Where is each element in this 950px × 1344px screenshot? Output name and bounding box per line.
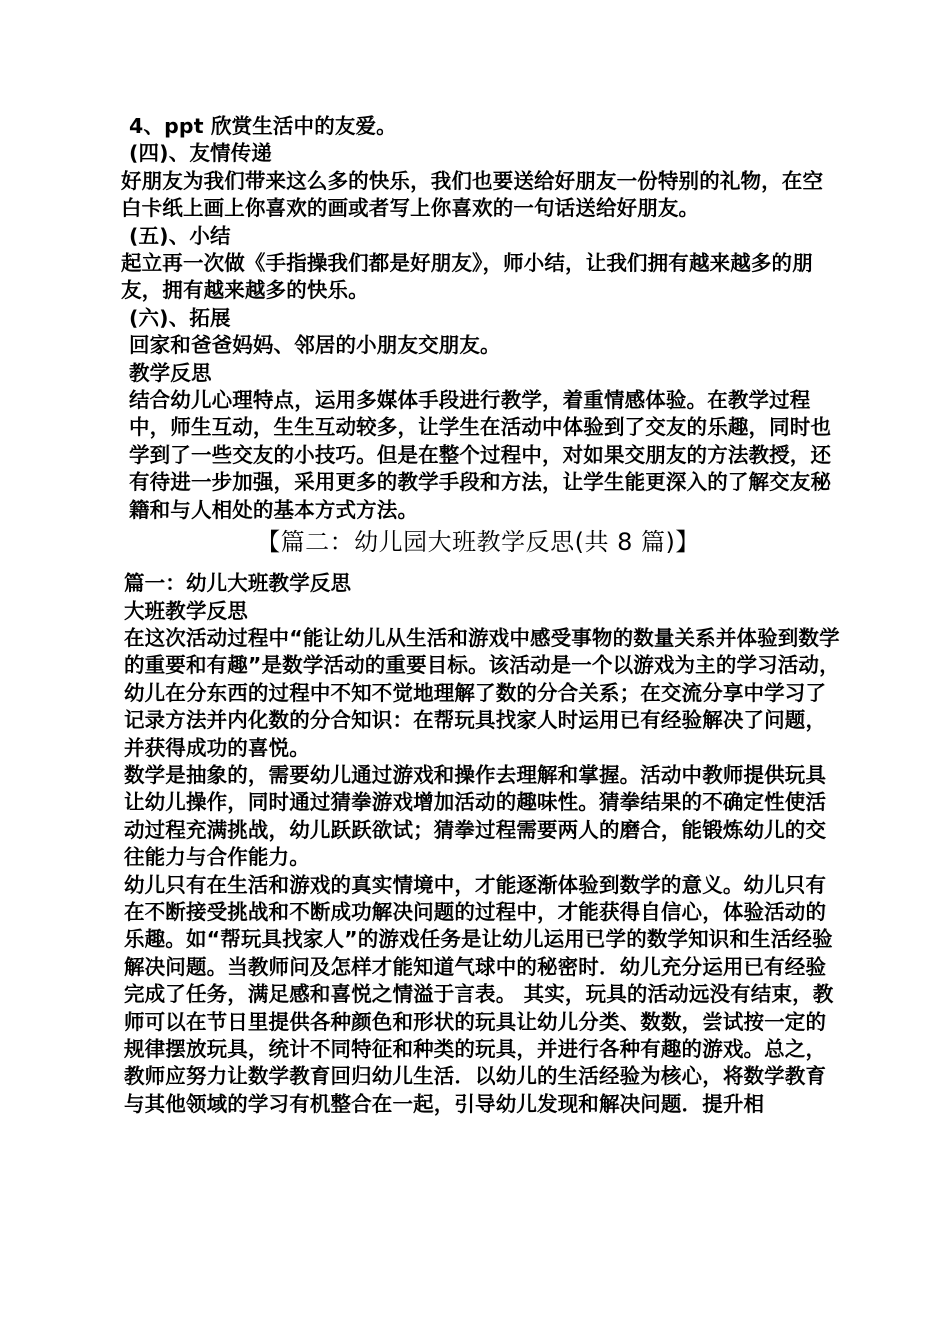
item-4: 4、ppt 欣赏生活中的友爱。	[129, 114, 397, 138]
heading-extension: (六)、拓展	[129, 305, 231, 330]
paragraph-real-situations: 幼儿只有在生活和游戏的真实情境中，才能逐渐体验到数学的意义。幼儿只有在不断接受挑战和不断成功解决问题的过程中，才能获得自信心，体验活动的乐趣。如“帮玩具找家人”的游戏任务是让幼儿运用已学的数学知识和生活经验解决问题。当教师问及怎样才能知道气球中的秘密时．幼儿充分运用已有经验完成了任务，满足感和喜悦之情溢于言表。 其实，玩具的活动远没有结束，教师可以在节日里提供各种颜色和形状的玩具让幼儿分类、数数，尝试按一定的规律摆放玩具，统计不同特征和种类的玩具，并进行各种有趣的游戏。总之，教师应努力让数学教育回归幼儿生活．以幼儿的生活经验为核心，将数学教育与其他领域的学习有机整合在一起，引导幼儿发现和解决问题．提升相	[124, 872, 834, 1116]
lesson-plan-part	[116, 113, 840, 524]
paragraph-activity-goal: 在这次活动过程中“能让幼儿从生活和游戏中感受事物的数量关系并体验到数学的重要和有趣”是数学活动的重要目标。该活动是一个以游戏为主的学习活动，幼儿在分东西的过程中不知不觉地理解了数的分合关系；在交流分享中学习了记录方法并内化数的分合知识：在帮玩具找家人时运用已有经验解决了问题，并获得成功的喜悦。	[124, 625, 840, 760]
paragraph-abstract-math: 数学是抽象的，需要幼儿通过游戏和操作去理解和掌握。活动中教师提供玩具让幼儿操作，同时通过猜拳游戏增加活动的趣味性。猜拳结果的不确定性使活动过程充满挑战，幼儿跃跃欲试；猜拳过程需要两人的磨合，能锻炼幼儿的交往能力与合作能力。	[124, 762, 827, 870]
heading-teaching-reflection: 教学反思	[129, 360, 212, 385]
document-page	[116, 113, 840, 1118]
heading-summary: (五)、小结	[129, 223, 231, 248]
paragraph-teaching-reflection: 结合幼儿心理特点，运用多媒体手段进行教学，着重情感体验。在教学过程中，师生互动，生生互动较多，让学生在活动中体验到了交友的乐趣，同时也学到了一些交友的小技巧。但是在整个过程中，对如果交朋友的方法教授，还有待进一步加强，采用更多的教学手段和方法，让学生能更深入的了解交友秘籍和与人相处的基本方式方法。	[129, 388, 832, 522]
paragraph-summary: 起立再一次做《手指操我们都是好朋友》，师小结，让我们拥有越来越多的朋友，拥有越来越多的快乐。	[121, 251, 813, 303]
section-title: 【篇二：幼儿园大班教学反思(共 8 篇)】	[256, 528, 700, 557]
reflection-part	[116, 570, 840, 1118]
paragraph-extension: 回家和爸爸妈妈、邻居的小朋友交朋友。	[129, 333, 501, 358]
heading-friendship-passing: (四)、友情传递	[129, 141, 272, 166]
heading-article-one: 篇一：幼儿大班教学反思	[124, 571, 352, 596]
spacer	[116, 560, 840, 570]
heading-class-reflection: 大班教学反思	[124, 598, 248, 623]
paragraph-friendship-passing: 好朋友为我们带来这么多的快乐，我们也要送给好朋友一份特别的礼物，在空白卡纸上画上你喜欢的画或者写上你喜欢的一句话送给好朋友。	[121, 168, 824, 221]
